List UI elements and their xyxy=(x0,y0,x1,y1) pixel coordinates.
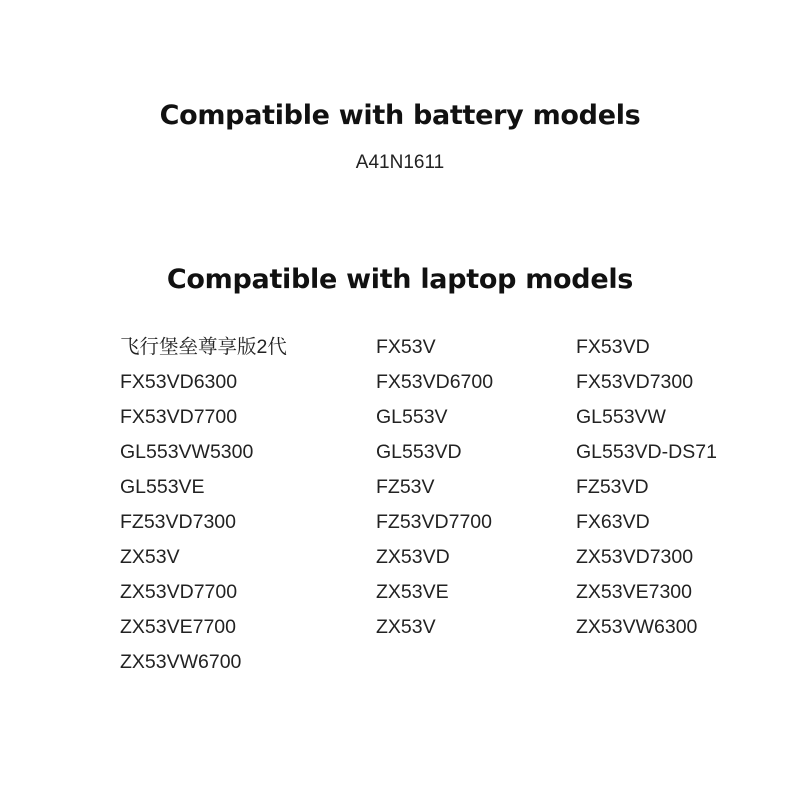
laptop-model-item: ZX53VD7300 xyxy=(576,546,694,568)
laptop-model-item: ZX53VW6300 xyxy=(576,616,698,638)
laptop-model-item: ZX53VW6700 xyxy=(120,651,242,673)
laptop-model-item: FZ53VD xyxy=(576,476,649,498)
laptop-model-item: ZX53V xyxy=(120,546,180,568)
laptop-models-column-3 xyxy=(576,330,717,645)
laptop-model-item: FZ53V xyxy=(376,476,435,498)
laptop-model-item: ZX53VD xyxy=(376,546,450,568)
laptop-models-column-2 xyxy=(376,330,493,645)
laptop-model-item: GL553VW5300 xyxy=(120,441,254,463)
laptop-model-item: GL553VD-DS71 xyxy=(576,441,717,463)
laptop-model-item: FX53VD7700 xyxy=(120,406,238,428)
laptop-model-item: FZ53VD7300 xyxy=(120,511,236,533)
laptop-model-item: FX63VD xyxy=(576,511,650,533)
laptop-model-item: FX53VD6300 xyxy=(120,371,238,393)
laptop-model-item: GL553VW xyxy=(576,406,666,428)
laptop-model-item: ZX53VD7700 xyxy=(120,581,238,603)
laptop-model-item: ZX53V xyxy=(376,616,436,638)
laptop-model-item: ZX53VE xyxy=(376,581,449,603)
laptop-model-item: GL553VE xyxy=(120,476,205,498)
laptop-model-item: GL553V xyxy=(376,406,448,428)
battery-model: A41N1611 xyxy=(355,152,445,173)
laptop-model-item: FX53V xyxy=(376,336,436,358)
laptop-models-column-1 xyxy=(120,330,287,680)
laptop-model-item: FX53VD7300 xyxy=(576,371,694,393)
laptop-model-item: FX53VD6700 xyxy=(376,371,494,393)
laptop-model-item: FZ53VD7700 xyxy=(376,511,492,533)
laptop-model-item: ZX53VE7300 xyxy=(576,581,693,603)
laptop-model-item: ZX53VE7700 xyxy=(120,616,237,638)
laptop-model-item: GL553VD xyxy=(376,441,462,463)
laptop-model-item: FX53VD xyxy=(576,336,650,358)
laptop-section-title: Compatible with laptop models xyxy=(166,264,634,295)
laptop-model-item: 飞行堡垒尊享版2代 xyxy=(120,336,287,358)
battery-section-title: Compatible with battery models xyxy=(159,100,641,131)
